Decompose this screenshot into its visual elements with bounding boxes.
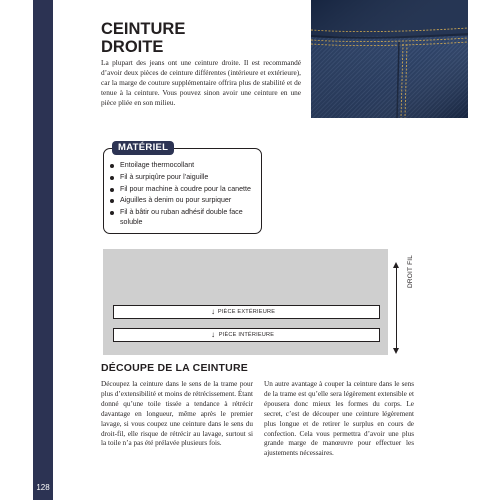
page-title-line-1: CEINTURE xyxy=(101,20,186,38)
grain-label: DROIT FIL xyxy=(407,254,414,288)
page-number: 128 xyxy=(36,483,50,492)
page-title xyxy=(101,20,301,56)
materials-item: Entoilage thermocollant xyxy=(109,161,259,170)
materials-item: Aiguilles à denim ou pour surpiquer xyxy=(109,196,259,205)
materials-item: Fil à surpiqûre pour l’aiguille xyxy=(109,173,259,182)
arrow-down-icon xyxy=(393,348,399,354)
body-column-right: Un autre avantage à couper la ceinture dans le sens de la trame est qu’elle sera légèrement extensible et épousera donc mieux les formes du corps. Le secret, c’est de découper une ceinture légèrement plus longue et de retirer le surplus en cours de confection. Cela vous permettra d’avoir une plus grande marge de manœuvre pour effectuer les ajustements nécessaires. xyxy=(264,380,414,458)
grain-arrow-icon: ↓ xyxy=(211,307,216,316)
denim-photo-art xyxy=(311,0,468,118)
side-band xyxy=(33,0,53,500)
grain-arrow-icon: ↓ xyxy=(211,330,216,339)
intro-paragraph: La plupart des jeans ont une ceinture droite. Il est recommandé d’avoir deux pièces de ceinture différentes (intérieure et extérieure), car la marge de couture supplémentaire offrira plus de stabilité et de tenue à la ceinture. Vous pouvez sinon avoir une ceinture en une pièce pliée en son milieu. xyxy=(101,58,301,107)
outer-piece-strip xyxy=(113,305,380,319)
section-title: DÉCOUPE DE LA CEINTURE xyxy=(101,362,248,374)
outer-piece-label: PIÈCE EXTÉRIEURE xyxy=(217,309,276,315)
denim-waistband-photo xyxy=(311,0,468,118)
materials-item: Fil à bâtir ou ruban adhésif double face soluble xyxy=(109,208,259,227)
materials-list xyxy=(109,161,259,229)
inner-piece-strip xyxy=(113,328,380,342)
materials-label: MATÉRIEL xyxy=(112,141,174,155)
grain-line xyxy=(396,264,397,352)
materials-item: Fil pour machine à coudre pour la canette xyxy=(109,185,259,194)
page-title-line-2: DROITE xyxy=(101,38,164,56)
body-column-left: Découpez la ceinture dans le sens de la trame pour plus d’extensibilité et moins de rétrécissement. Étant donné qu’une toile tissée a tendance à rétrécir davantage en longueur, même après le premier lavage, si vous coupez une ceinture dans le sens du droit-fil, elle risque de rétrécir au lavage, surtout si la toile n’a pas été prélavée plusieurs fois. xyxy=(101,380,253,448)
running-head: CEINTURE xyxy=(22,130,31,176)
arrow-up-icon xyxy=(393,262,399,268)
inner-piece-label: PIÈCE INTÉRIEURE xyxy=(218,332,275,338)
